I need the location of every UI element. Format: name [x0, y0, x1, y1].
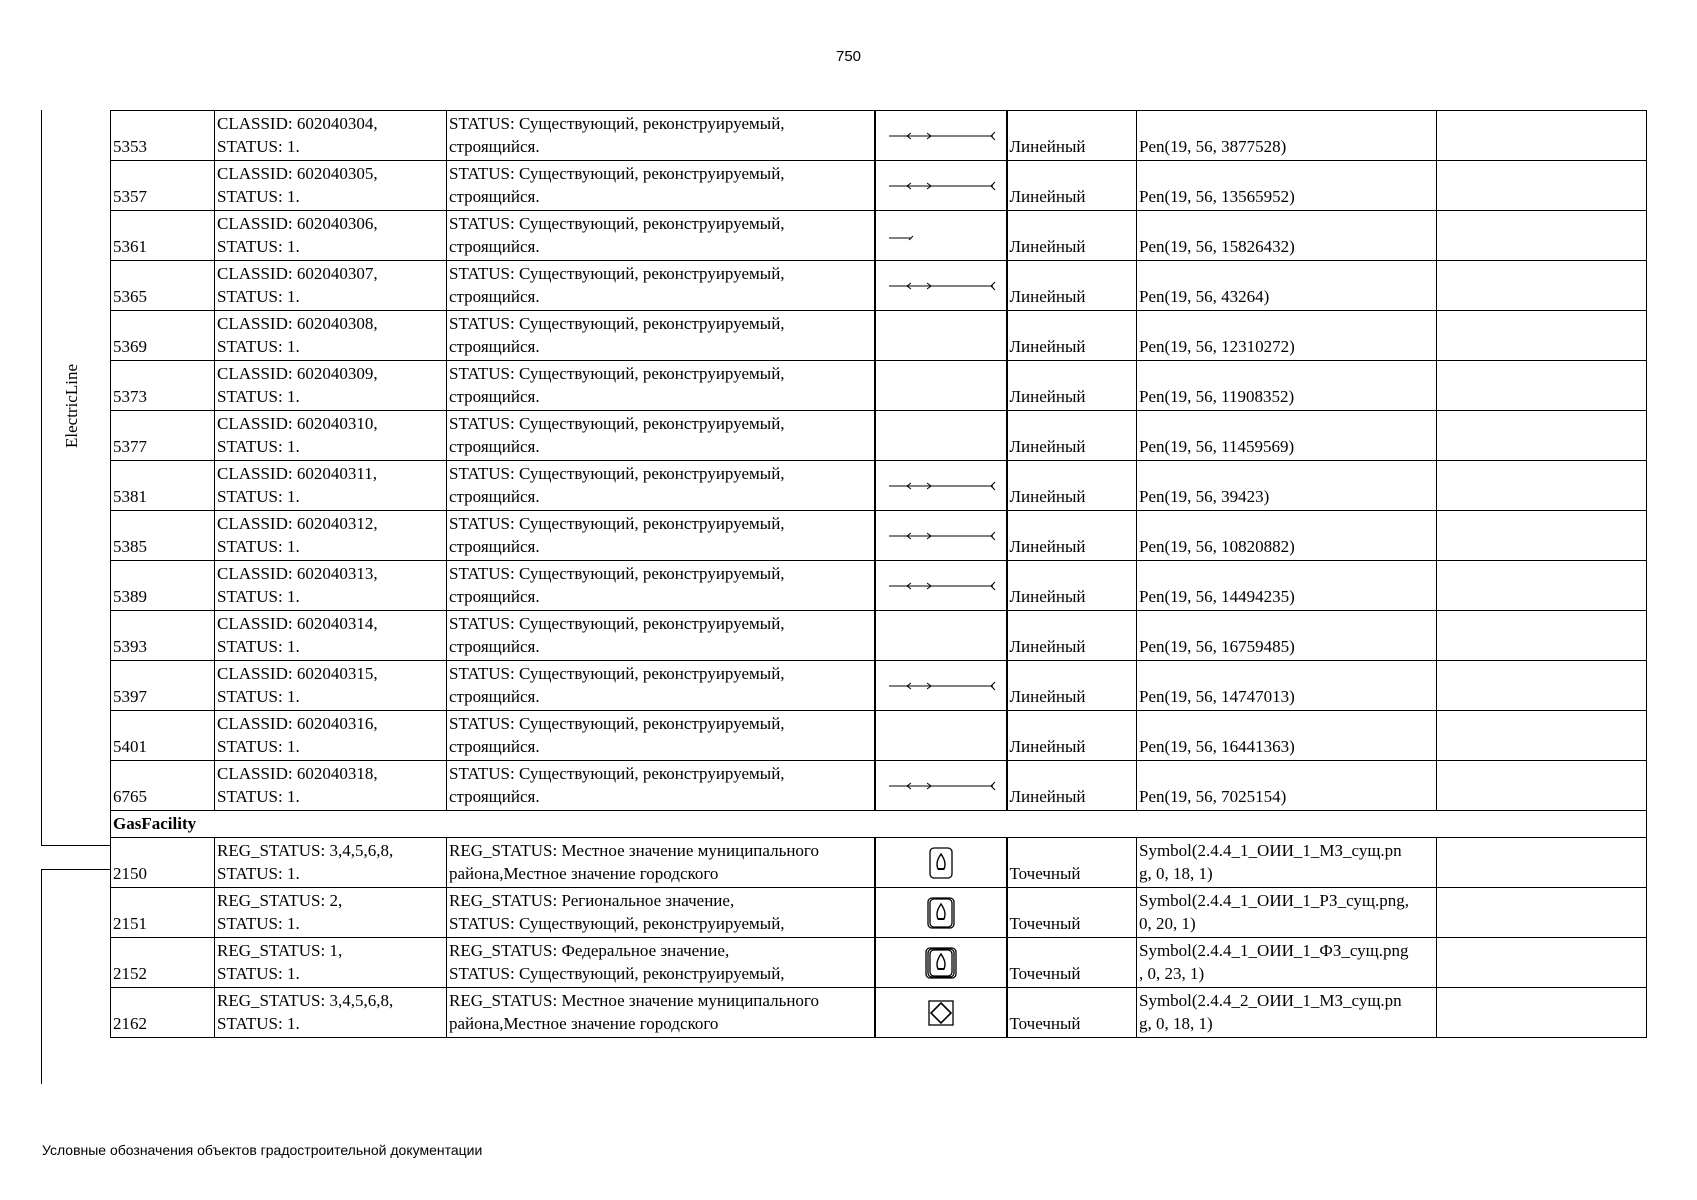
cell-line: строящийся.: [449, 737, 540, 756]
cell-line: g, 0, 18, 1): [1139, 864, 1213, 883]
table-row: [111, 311, 1647, 361]
cell-type: Точечный: [1007, 938, 1137, 988]
cell-symbol: [875, 988, 1007, 1038]
page-number: 750: [835, 48, 862, 65]
cell-type: Линейный: [1007, 111, 1137, 161]
cell-id: 6765: [111, 761, 215, 811]
cell-line: Symbol(2.4.4_1_ОИИ_1_РЗ_сущ.png,: [1139, 891, 1409, 910]
cell-line: STATUS: Существующий, реконструируемый,: [449, 714, 785, 733]
cell-line: района,Местное значение городского: [449, 1014, 719, 1033]
cell-style: [1137, 311, 1437, 361]
cell-line: STATUS: 1.: [217, 487, 300, 506]
cell-line: STATUS: Существующий, реконструируемый,: [449, 764, 785, 783]
gasfacility-group-top: [41, 869, 111, 870]
cell-line: CLASSID: 602040316,: [217, 714, 378, 733]
cell-line: REG_STATUS: 2,: [217, 891, 343, 910]
cell-line: CLASSID: 602040314,: [217, 614, 378, 633]
cell-symbol: [875, 461, 1007, 511]
cell-line: CLASSID: 602040311,: [217, 464, 377, 483]
line-arrows-icon: [881, 466, 1001, 506]
cell-line: строящийся.: [449, 387, 540, 406]
cell-line: Pen(19, 56, 12310272): [1139, 337, 1295, 356]
table-row: [111, 511, 1647, 561]
cell-line: STATUS: 1.: [217, 287, 300, 306]
cell-empty: [1437, 211, 1647, 261]
cell-line: Pen(19, 56, 11459569): [1139, 437, 1295, 456]
line-arrows-icon: [881, 666, 1001, 706]
cell-line: STATUS: Существующий, реконструируемый,: [449, 164, 785, 183]
cell-symbol: [875, 888, 1007, 938]
cell-line: STATUS: Существующий, реконструируемый,: [449, 664, 785, 683]
cell-id: 5401: [111, 711, 215, 761]
cell-filter: [215, 938, 447, 988]
cell-line: STATUS: 1.: [217, 737, 300, 756]
cell-description: [447, 511, 875, 561]
diamond-icon: [881, 993, 1001, 1033]
flame-single-icon: [881, 843, 1001, 883]
cell-line: Pen(19, 56, 39423): [1139, 487, 1270, 506]
cell-description: [447, 111, 875, 161]
cell-id: 5353: [111, 111, 215, 161]
table-row: [111, 988, 1647, 1038]
cell-symbol: [875, 511, 1007, 561]
cell-line: Symbol(2.4.4_1_ОИИ_1_МЗ_сущ.pn: [1139, 841, 1402, 860]
table-row: [111, 361, 1647, 411]
cell-description: [447, 661, 875, 711]
cell-line: CLASSID: 602040304,: [217, 114, 378, 133]
cell-type: Линейный: [1007, 661, 1137, 711]
cell-filter: [215, 838, 447, 888]
cell-style: [1137, 661, 1437, 711]
cell-filter: [215, 561, 447, 611]
cell-line: Pen(19, 56, 13565952): [1139, 187, 1295, 206]
cell-filter: [215, 361, 447, 411]
cell-symbol: [875, 938, 1007, 988]
cell-style: [1137, 611, 1437, 661]
cell-line: REG_STATUS: Местное значение муниципального: [449, 841, 819, 860]
cell-line: Pen(19, 56, 11908352): [1139, 387, 1295, 406]
table-row: [111, 711, 1647, 761]
cell-type: Точечный: [1007, 988, 1137, 1038]
cell-line: STATUS: 1.: [217, 914, 300, 933]
table-row: [111, 411, 1647, 461]
cell-filter: [215, 611, 447, 661]
cell-line: STATUS: Существующий, реконструируемый,: [449, 964, 785, 983]
cell-line: STATUS: 1.: [217, 637, 300, 656]
table-row: [111, 261, 1647, 311]
cell-line: STATUS: Существующий, реконструируемый,: [449, 564, 785, 583]
cell-symbol: [875, 711, 1007, 761]
cell-style: [1137, 988, 1437, 1038]
cell-empty: [1437, 161, 1647, 211]
cell-filter: [215, 661, 447, 711]
cell-line: STATUS: 1.: [217, 864, 300, 883]
table-row: [111, 611, 1647, 661]
cell-type: Линейный: [1007, 361, 1137, 411]
cell-symbol: [875, 161, 1007, 211]
cell-filter: [215, 888, 447, 938]
cell-line: Pen(19, 56, 43264): [1139, 287, 1270, 306]
cell-line: CLASSID: 602040318,: [217, 764, 378, 783]
gasfacility-group-border: [41, 869, 42, 1084]
group-header-row: [111, 811, 1647, 838]
cell-style: [1137, 361, 1437, 411]
cell-style: [1137, 761, 1437, 811]
cell-line: строящийся.: [449, 687, 540, 706]
cell-filter: [215, 988, 447, 1038]
cell-line: Symbol(2.4.4_1_ОИИ_1_ФЗ_сущ.png: [1139, 941, 1409, 960]
cell-line: g, 0, 18, 1): [1139, 1014, 1213, 1033]
cell-type: Точечный: [1007, 888, 1137, 938]
cell-filter: [215, 261, 447, 311]
cell-filter: [215, 461, 447, 511]
cell-id: 2150: [111, 838, 215, 888]
cell-line: Pen(19, 56, 3877528): [1139, 137, 1287, 156]
cell-line: REG_STATUS: 3,4,5,6,8,: [217, 841, 394, 860]
cell-symbol: [875, 361, 1007, 411]
cell-description: [447, 361, 875, 411]
cell-line: строящийся.: [449, 437, 540, 456]
cell-empty: [1437, 511, 1647, 561]
cell-style: [1137, 838, 1437, 888]
cell-empty: [1437, 838, 1647, 888]
line-arrows-icon: [881, 766, 1001, 806]
group-label-electricline: ElectricLine: [62, 363, 81, 448]
cell-empty: [1437, 761, 1647, 811]
cell-style: [1137, 511, 1437, 561]
cell-filter: [215, 511, 447, 561]
cell-style: [1137, 261, 1437, 311]
cell-line: STATUS: Существующий, реконструируемый,: [449, 214, 785, 233]
table-row: [111, 838, 1647, 888]
cell-empty: [1437, 311, 1647, 361]
table-row: [111, 461, 1647, 511]
cell-style: [1137, 461, 1437, 511]
cell-line: Pen(19, 56, 16441363): [1139, 737, 1295, 756]
cell-type: Линейный: [1007, 761, 1137, 811]
cell-line: STATUS: 1.: [217, 1014, 300, 1033]
cell-id: 5369: [111, 311, 215, 361]
cell-description: [447, 838, 875, 888]
cell-line: STATUS: 1.: [217, 537, 300, 556]
cell-description: [447, 161, 875, 211]
cell-line: строящийся.: [449, 637, 540, 656]
table-row: [111, 661, 1647, 711]
cell-type: Линейный: [1007, 311, 1137, 361]
cell-type: Линейный: [1007, 261, 1137, 311]
cell-line: STATUS: Существующий, реконструируемый,: [449, 314, 785, 333]
cell-description: [447, 461, 875, 511]
cell-empty: [1437, 611, 1647, 661]
cell-id: 5393: [111, 611, 215, 661]
cell-line: STATUS: 1.: [217, 137, 300, 156]
cell-description: [447, 711, 875, 761]
cell-id: 5397: [111, 661, 215, 711]
cell-line: строящийся.: [449, 487, 540, 506]
cell-description: [447, 611, 875, 661]
table-row: [111, 561, 1647, 611]
cell-symbol: [875, 311, 1007, 361]
cell-style: [1137, 561, 1437, 611]
cell-line: строящийся.: [449, 287, 540, 306]
cell-line: STATUS: 1.: [217, 437, 300, 456]
cell-type: Линейный: [1007, 561, 1137, 611]
cell-line: Pen(19, 56, 14494235): [1139, 587, 1295, 606]
cell-empty: [1437, 111, 1647, 161]
cell-line: строящийся.: [449, 187, 540, 206]
cell-description: [447, 211, 875, 261]
cell-description: [447, 888, 875, 938]
cell-id: 5361: [111, 211, 215, 261]
cell-line: CLASSID: 602040309,: [217, 364, 378, 383]
cell-type: Линейный: [1007, 461, 1137, 511]
cell-line: строящийся.: [449, 537, 540, 556]
cell-empty: [1437, 411, 1647, 461]
cell-line: STATUS: 1.: [217, 964, 300, 983]
cell-filter: [215, 711, 447, 761]
cell-type: Линейный: [1007, 161, 1137, 211]
electricline-group-bottom: [41, 845, 111, 846]
cell-line: STATUS: 1.: [217, 687, 300, 706]
cell-empty: [1437, 261, 1647, 311]
cell-line: STATUS: 1.: [217, 587, 300, 606]
cell-type: Линейный: [1007, 211, 1137, 261]
electricline-group-border: [41, 110, 42, 846]
cell-filter: [215, 761, 447, 811]
cell-line: REG_STATUS: 1,: [217, 941, 343, 960]
cell-empty: [1437, 711, 1647, 761]
cell-line: REG_STATUS: Региональное значение,: [449, 891, 735, 910]
cell-type: Линейный: [1007, 411, 1137, 461]
cell-line: STATUS: 1.: [217, 187, 300, 206]
cell-line: STATUS: Существующий, реконструируемый,: [449, 914, 785, 933]
cell-line: STATUS: 1.: [217, 387, 300, 406]
cell-line: Pen(19, 56, 16759485): [1139, 637, 1295, 656]
cell-symbol: [875, 411, 1007, 461]
flame-double-icon: [881, 893, 1001, 933]
cell-description: [447, 261, 875, 311]
cell-symbol: [875, 611, 1007, 661]
cell-description: [447, 561, 875, 611]
line-arrows-icon: [881, 566, 1001, 606]
cell-symbol: [875, 261, 1007, 311]
cell-line: CLASSID: 602040307,: [217, 264, 378, 283]
cell-line: REG_STATUS: Федеральное значение,: [449, 941, 730, 960]
cell-line: CLASSID: 602040305,: [217, 164, 378, 183]
cell-style: [1137, 938, 1437, 988]
cell-id: 2151: [111, 888, 215, 938]
cell-filter: [215, 161, 447, 211]
legend-table: [110, 110, 1646, 1038]
cell-id: 5357: [111, 161, 215, 211]
cell-id: 5381: [111, 461, 215, 511]
cell-style: [1137, 211, 1437, 261]
line-arrows-icon: [881, 516, 1001, 556]
cell-line: STATUS: 1.: [217, 337, 300, 356]
cell-line: CLASSID: 602040310,: [217, 414, 378, 433]
cell-id: 2162: [111, 988, 215, 1038]
cell-line: района,Местное значение городского: [449, 864, 719, 883]
cell-description: [447, 938, 875, 988]
cell-id: 2152: [111, 938, 215, 988]
cell-symbol: [875, 661, 1007, 711]
cell-line: 0, 20, 1): [1139, 914, 1196, 933]
cell-empty: [1437, 661, 1647, 711]
line-arrows-icon: [881, 266, 1001, 306]
cell-line: Pen(19, 56, 15826432): [1139, 237, 1295, 256]
cell-line: REG_STATUS: 3,4,5,6,8,: [217, 991, 394, 1010]
cell-type: Линейный: [1007, 611, 1137, 661]
cell-symbol: [875, 561, 1007, 611]
cell-empty: [1437, 361, 1647, 411]
cell-line: Pen(19, 56, 14747013): [1139, 687, 1295, 706]
cell-type: Линейный: [1007, 711, 1137, 761]
cell-line: CLASSID: 602040312,: [217, 514, 378, 533]
cell-type: Точечный: [1007, 838, 1137, 888]
cell-symbol: [875, 838, 1007, 888]
cell-description: [447, 411, 875, 461]
cell-type: Линейный: [1007, 511, 1137, 561]
cell-line: REG_STATUS: Местное значение муниципального: [449, 991, 819, 1010]
cell-empty: [1437, 561, 1647, 611]
cell-line: Symbol(2.4.4_2_ОИИ_1_МЗ_сущ.pn: [1139, 991, 1402, 1010]
cell-line: STATUS: 1.: [217, 787, 300, 806]
table-row: [111, 111, 1647, 161]
flame-triple-icon: [881, 943, 1001, 983]
cell-description: [447, 761, 875, 811]
cell-line: строящийся.: [449, 787, 540, 806]
table-row: [111, 938, 1647, 988]
cell-empty: [1437, 888, 1647, 938]
table-row: [111, 161, 1647, 211]
line-arrows-icon: [881, 166, 1001, 206]
cell-empty: [1437, 988, 1647, 1038]
footer-caption: Условные обозначения объектов градостроительной документации: [42, 1142, 483, 1158]
cell-id: 5373: [111, 361, 215, 411]
cell-filter: [215, 211, 447, 261]
cell-line: CLASSID: 602040313,: [217, 564, 378, 583]
table-row: [111, 761, 1647, 811]
cell-empty: [1437, 938, 1647, 988]
cell-line: Pen(19, 56, 10820882): [1139, 537, 1295, 556]
cell-filter: [215, 111, 447, 161]
cell-line: строящийся.: [449, 587, 540, 606]
table-row: [111, 888, 1647, 938]
cell-line: STATUS: Существующий, реконструируемый,: [449, 514, 785, 533]
line-short-icon: [881, 216, 1001, 256]
cell-filter: [215, 411, 447, 461]
cell-line: CLASSID: 602040315,: [217, 664, 378, 683]
table-row: [111, 211, 1647, 261]
cell-style: [1137, 411, 1437, 461]
line-arrows-icon: [881, 116, 1001, 156]
cell-line: STATUS: Существующий, реконструируемый,: [449, 114, 785, 133]
cell-line: строящийся.: [449, 337, 540, 356]
cell-description: [447, 988, 875, 1038]
cell-description: [447, 311, 875, 361]
cell-style: [1137, 711, 1437, 761]
cell-line: строящийся.: [449, 237, 540, 256]
cell-filter: [215, 311, 447, 361]
cell-line: STATUS: 1.: [217, 237, 300, 256]
cell-id: 5385: [111, 511, 215, 561]
cell-symbol: [875, 211, 1007, 261]
cell-line: STATUS: Существующий, реконструируемый,: [449, 414, 785, 433]
cell-line: STATUS: Существующий, реконструируемый,: [449, 364, 785, 383]
cell-id: 5377: [111, 411, 215, 461]
cell-line: Pen(19, 56, 7025154): [1139, 787, 1287, 806]
cell-style: [1137, 111, 1437, 161]
cell-id: 5365: [111, 261, 215, 311]
cell-line: STATUS: Существующий, реконструируемый,: [449, 614, 785, 633]
cell-style: [1137, 888, 1437, 938]
group-name: GasFacility: [111, 811, 1647, 838]
cell-line: CLASSID: 602040308,: [217, 314, 378, 333]
cell-line: STATUS: Существующий, реконструируемый,: [449, 264, 785, 283]
cell-id: 5389: [111, 561, 215, 611]
cell-line: строящийся.: [449, 137, 540, 156]
cell-symbol: [875, 761, 1007, 811]
cell-empty: [1437, 461, 1647, 511]
cell-symbol: [875, 111, 1007, 161]
cell-line: , 0, 23, 1): [1139, 964, 1205, 983]
cell-style: [1137, 161, 1437, 211]
cell-line: STATUS: Существующий, реконструируемый,: [449, 464, 785, 483]
cell-line: CLASSID: 602040306,: [217, 214, 378, 233]
